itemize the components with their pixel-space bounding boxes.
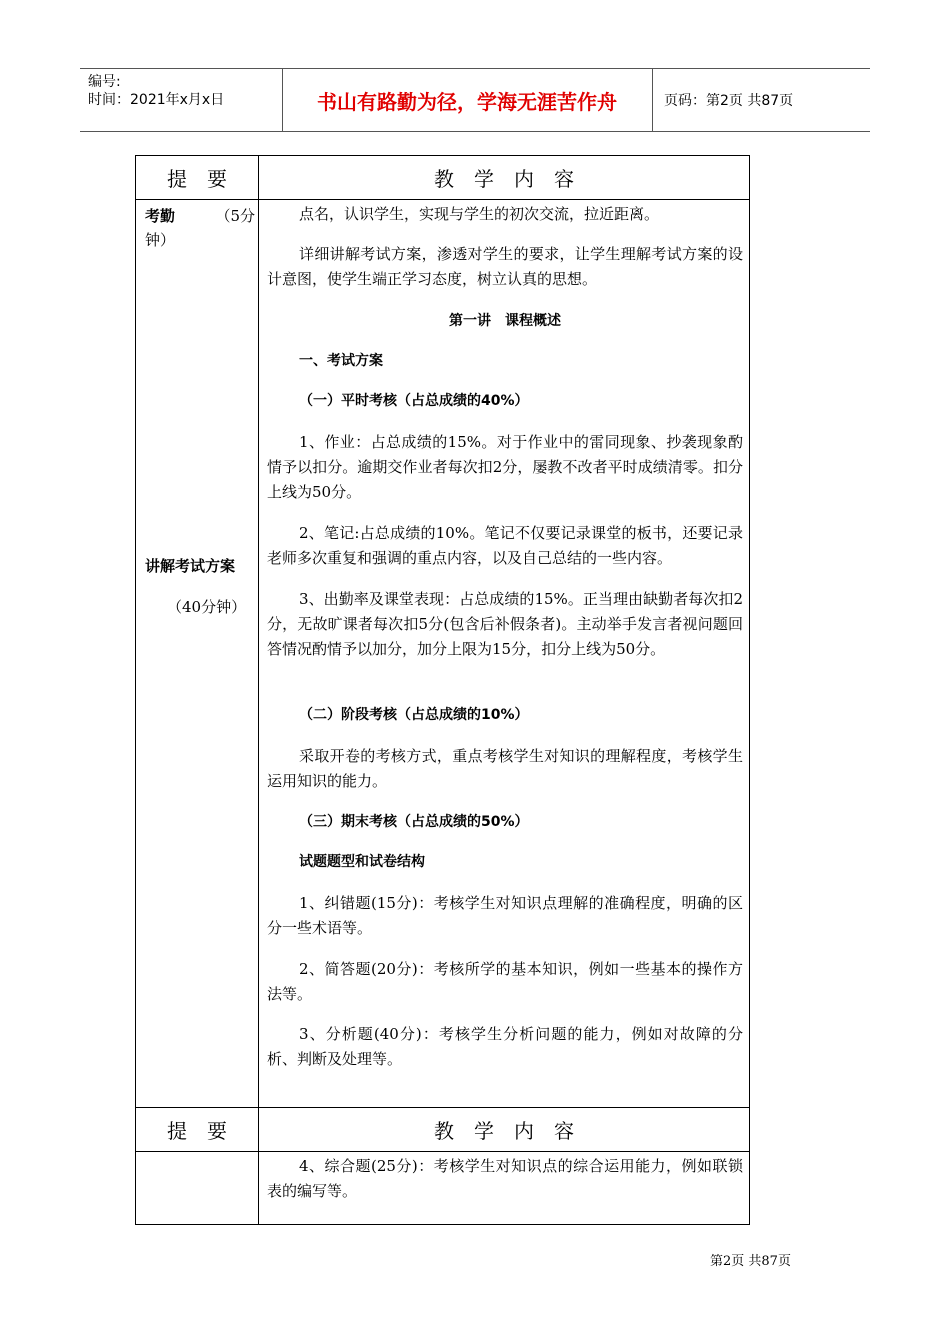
exam-summary-time: （40分钟） [167,598,247,616]
col-header-content: 教 学 内 容 [434,167,574,191]
paragraph-correction-questions: 1、纠错题(15分)：考核学生对知识点理解的准确程度，明确的区分一些术语等。 [267,894,743,937]
page-header [80,68,870,132]
paragraph-notes: 2、笔记:占总成绩的10%。笔记不仅要记录课堂的板书，还要记录老师多次重复和强调的重点内容，以及自己总结的一些内容。 [267,524,743,567]
subsection-heading-final: （三）期末考核（占总成绩的50%） [299,814,529,830]
col-header-summary: 提 要 [167,167,227,191]
number-label: 编号: [88,74,121,90]
header-meta [80,69,283,131]
paragraph-stage-exam: 采取开卷的考核方式，重点考核学生对知识的理解程度，考核学生运用知识的能力。 [267,747,743,790]
motto: 书山有路勤为径，学海无涯苦作舟 [282,69,653,131]
question-types-heading: 试题题型和试卷结构 [299,854,425,870]
attendance-time-2: 钟） [145,231,176,249]
table-header-rule-2 [135,1151,750,1152]
col-header-summary-2: 提 要 [167,1119,227,1143]
table-border-bottom [135,1224,750,1225]
table-column-divider [258,155,259,1225]
paragraph-comprehensive: 4、综合题(25分)：考核学生对知识点的综合运用能力，例如联锁表的编写等。 [267,1157,743,1200]
exam-summary-title: 讲解考试方案 [145,557,236,575]
header-page-label: 页码：第2页 共87页 [664,93,794,109]
table-border-left [135,155,136,1225]
paragraph-short-answer: 2、简答题(20分)：考核所学的基本知识，例如一些基本的操作方法等。 [267,960,743,1003]
paragraph-roll-call: 点名，认识学生，实现与学生的初次交流，拉近距离。 [299,205,660,223]
paragraph-analysis: 3、分析题(40分)：考核学生分析问题的能力，例如对故障的分析、判断及处理等。 [267,1025,743,1068]
time-label: 时间：2021年x月x日 [88,92,225,108]
attendance-time: （5分 [215,207,255,225]
section-heading-exam-plan: 一、考试方案 [299,353,383,369]
footer-page-label: 第2页 共87页 [710,1254,791,1269]
attendance-summary [145,204,255,252]
table-header-rule [135,199,750,200]
col-header-content-2: 教 学 内 容 [434,1119,574,1143]
table-border-right [749,155,750,1225]
subsection-heading-regular: （一）平时考核（占总成绩的40%） [299,393,529,409]
lecture-title: 第一讲 课程概述 [449,313,561,329]
paragraph-attendance: 3、出勤率及课堂表现：占总成绩的15%。正当理由缺勤者每次扣2分，无故旷课者每次扣5分(包含后补假条者)。主动举手发言者视问题回答情况酌情予以加分，加分上限为15分，扣分上线为50分。 [267,590,743,658]
subsection-heading-stage: （二）阶段考核（占总成绩的10%） [299,707,529,723]
paragraph-homework: 1、作业：占总成绩的15%。对于作业中的雷同现象、抄袭现象酌情予以扣分。逾期交作业者每次扣2分，屡教不改者平时成绩清零。扣分上线为50分。 [267,433,743,501]
attendance-title: 考勤 [145,207,176,225]
paragraph-exam-plan-intro: 详细讲解考试方案，渗透对学生的要求，让学生理解考试方案的设计意图，使学生端正学习态度，树立认真的思想。 [267,245,743,288]
